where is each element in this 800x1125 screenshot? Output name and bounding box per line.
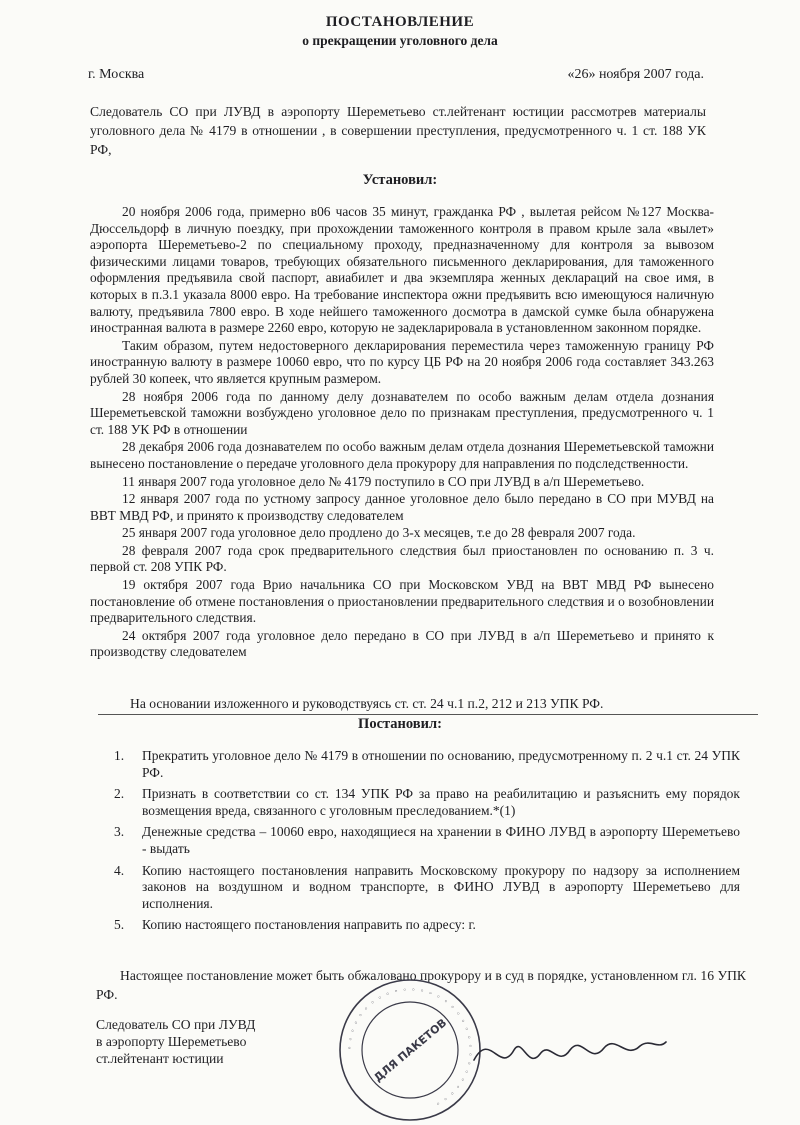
paragraph: 19 октября 2007 года Врио начальника СО при Московском УВД на ВВТ МВД РФ вынесено постановление об отмене постановления о приостановлении предварительного следствия и о возобновлении предварительного следствия. bbox=[90, 577, 714, 626]
decision-item bbox=[104, 748, 740, 781]
signature-block bbox=[96, 1016, 255, 1067]
item-number: 3. bbox=[114, 824, 125, 840]
paragraph: Таким образом, путем недостоверного декларирования переместила через таможенную границу РФ иностранную валюту в размере 10060 евро, что по курсу ЦБ РФ на 20 ноября 2006 года составляет 343.263 рублей 30 копеек, что является крупным размером. bbox=[90, 337, 714, 386]
document-title: ПОСТАНОВЛЕНИЕ bbox=[325, 14, 475, 30]
intro-paragraph: Следователь СО при ЛУВД в аэропорту Шереметьево ст.лейтенант юстиции рассмотрев материалы уголовного дела № 4179 в отношении , в совершении преступления, предусмотренного ч. 1 ст. 188 УК РФ, bbox=[90, 104, 706, 157]
paragraph: 20 ноября 2006 года, примерно в06 часов 35 минут, гражданка РФ , вылетая рейсом №127 Москва-Дюссельдорф в личную поездку, при прохождении таможенного контроля в правом крыле зала «вылет» аэропорта Шереметьево-2 по специальному проходу, предназначенному для контроля за вывозом физическими лицами товаров, требующих обязательного письменного декларирования, для таможенного оформления предъявила свой паспорт, авиабилет и два экземпляра женных деклараций на свое имя, в которых в п.3.1 указала 8000 евро. На требование инспектора ожни предъявить всю имеющуюся наличную валюту, предъявила 7800 евро. В ходе нейшего таможенного досмотра в дамской сумке была обнаружена иностранная валюта в размере 2260 евро, которую не задекларировала в установленном законном порядке. bbox=[90, 204, 714, 336]
established-body bbox=[90, 204, 714, 661]
decided-heading: Постановил: bbox=[358, 716, 442, 732]
item-number: 1. bbox=[114, 748, 125, 763]
paragraph: 24 октября 2007 года уголовное дело передано в СО при ЛУВД в а/п Шереметьево и принято к производству следователем bbox=[90, 627, 714, 660]
item-text: Копию настоящего постановления направить Московскому прокурору по надзору за исполнением законов на воздушном и водном транспорте, в ФИНО ЛУВД в аэропорту Шереметьево для исполнения. bbox=[142, 862, 740, 911]
item-text: Денежные средства – 10060 евро, находящиеся на хранении в ФИНО ЛУВД в аэропорту Шереметьево - выдать bbox=[142, 824, 740, 856]
official-seal bbox=[335, 975, 485, 1125]
paragraph: 28 февраля 2007 года срок предварительного следствия был приостановлен по основанию п. 3 ч. первой ст. 208 УПК РФ. bbox=[90, 542, 714, 575]
legal-basis: На основании изложенного и руководствуясь ст. ст. 24 ч.1 п.2, 212 и 213 УПК РФ. bbox=[130, 696, 604, 711]
paragraph: 28 декабря 2006 года дознавателем по особо важным делам отдела дознания Шереметьевской таможни вынесено постановление о передаче уголовного дела прокурору для направления по подследственности. bbox=[90, 439, 714, 471]
item-text: Прекратить уголовное дело № 4179 в отношении по основанию, предусмотренному п. 2 ч.1 ст. 24 УПК РФ. bbox=[142, 748, 740, 780]
decision-item bbox=[104, 917, 740, 934]
handwritten-signature bbox=[470, 1020, 670, 1080]
item-number: 4. bbox=[114, 862, 125, 878]
decision-list bbox=[104, 748, 740, 939]
signature-line: в аэропорту Шереметьево bbox=[96, 1034, 247, 1049]
document-date: «26» ноября 2007 года. bbox=[567, 67, 704, 82]
document-subtitle: о прекращении уголовного дела bbox=[302, 33, 498, 48]
decision-item bbox=[104, 786, 740, 819]
item-number: 5. bbox=[114, 917, 125, 933]
paragraph: 11 января 2007 года уголовное дело № 4179 поступило в СО при ЛУВД в а/п Шереметьево. bbox=[122, 473, 645, 489]
paragraph: 12 января 2007 года по устному запросу данное уголовное дело было передано в СО при МУВД на ВВТ МВД РФ, и принято к производству следователем bbox=[90, 491, 714, 523]
decision-item bbox=[104, 824, 740, 857]
paragraph: 25 января 2007 года уголовное дело продлено до 3-х месяцев, т.е до 28 февраля 2007 года. bbox=[122, 525, 636, 541]
decision-item bbox=[104, 863, 740, 913]
signature-line: Следователь СО при ЛУВД bbox=[96, 1017, 256, 1032]
seal-center-text: ДЛЯ ПАКЕТОВ bbox=[371, 1016, 450, 1085]
signature-line: ст.лейтенант юстиции bbox=[96, 1051, 224, 1066]
divider bbox=[98, 714, 758, 715]
paragraph: 28 ноября 2006 года по данному делу дознавателем по особо важным делам отдела дознания Шереметьевской таможни возбуждено уголовное дело по признакам преступления, предусмотренного ч. 1 ст. 188 УК РФ в отношении bbox=[90, 388, 714, 437]
place: г. Москва bbox=[88, 67, 145, 82]
established-heading: Установил: bbox=[362, 172, 438, 188]
appeal-notice: Настоящее постановление может быть обжаловано прокурору и в суд в порядке, установленном гл. 16 УПК РФ. bbox=[96, 968, 746, 1002]
item-text: Признать в соответствии со ст. 134 УПК РФ за право на реабилитацию и разъяснить ему порядок возмещения вреда, связанного с уголовным преследованием.*(1) bbox=[142, 786, 740, 818]
item-text: Копию настоящего постановления направить по адресу: г. bbox=[142, 917, 476, 933]
seal-ring-text: ◦ ◦ ◦ ◦ ◦ ◦ ◦ ◦ ◦ ◦ ◦ ◦ ◦ ◦ ◦ ◦ ◦ ◦ ◦ ◦ ◦ ◦ ◦ ◦ ◦ ◦ ◦ ◦ ◦ ◦ bbox=[345, 985, 475, 1109]
item-number: 2. bbox=[114, 786, 125, 802]
